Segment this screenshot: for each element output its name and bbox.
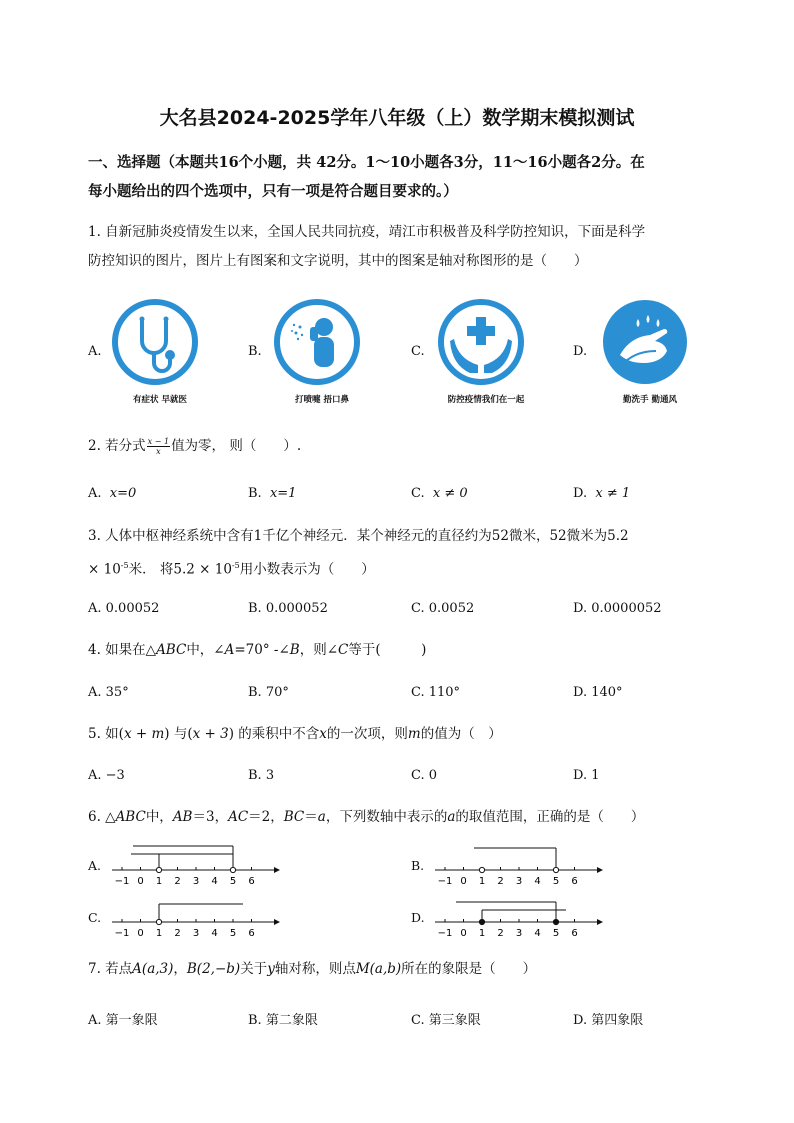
q4-option-b: B. 70° [248, 685, 289, 700]
closed-endpoint [553, 919, 558, 924]
tick-label: 0 [137, 876, 144, 887]
number-line-b [433, 842, 603, 888]
option-label: C. [411, 486, 425, 501]
text-part: 6. △ [88, 809, 116, 825]
tick-label: 3 [192, 876, 200, 887]
axis-arrow [274, 919, 280, 925]
q1-caption-d: 勤洗手 勤通风 [623, 395, 677, 405]
q1-option-d [600, 297, 700, 407]
option-value: x=0 [109, 486, 137, 501]
option-value: x=1 [269, 486, 297, 501]
tick-label: 5 [229, 876, 237, 887]
text-part: 米． 将5.2 × 10 [128, 561, 232, 578]
tick-label: 3 [192, 928, 200, 939]
open-endpoint [479, 867, 484, 872]
text-part: 的取值范围，正确的是（ ） [455, 809, 645, 825]
section-line-2: 每小题给出的四个选项中，只有一项是符合题目要求的。） [88, 183, 458, 200]
text-part: ＝2， [248, 809, 284, 825]
question-3-line-2 [88, 551, 708, 585]
text-part: ＝ [304, 809, 318, 825]
question-2-fraction [147, 437, 170, 456]
tick-label: 4 [211, 928, 218, 939]
question-5 [88, 720, 708, 749]
tick-label: 6 [571, 876, 578, 887]
open-endpoint [553, 867, 558, 872]
angle-a: A [224, 642, 235, 658]
q3-option-b: B. 0.000052 [248, 601, 328, 616]
text-part: =70° -∠ [234, 642, 290, 658]
sneeze-icon [272, 297, 362, 387]
q1-option-c [436, 297, 536, 407]
text-part: 等于( ) [348, 642, 427, 658]
point-a: A(a,3) [132, 961, 174, 977]
q5-option-a: A. −3 [88, 768, 125, 783]
option-value: x ≠ 1 [595, 486, 631, 501]
triangle-name: ABC [156, 642, 187, 658]
text-part: 4. 如果在△ [88, 642, 157, 658]
question-3-line-1: 3. 人体中枢神经系统中含有1千亿个神经元．某个神经元的直径约为52微米，52微米为5.2 [88, 528, 629, 544]
tick-label: −1 [114, 928, 130, 939]
stethoscope-icon [110, 297, 200, 387]
tick-label: 1 [155, 928, 163, 939]
q2-option-b [248, 486, 296, 501]
angle-b: B [289, 642, 300, 658]
axis-arrow [597, 867, 603, 873]
tick-label: 0 [137, 928, 144, 939]
text-part: 轴对称，则点 [274, 961, 356, 977]
tick-label: 2 [174, 876, 181, 887]
q2-option-d [573, 486, 630, 501]
q7-option-b: B. 第二象限 [248, 1013, 318, 1028]
text-part: × 10 [88, 561, 121, 578]
fraction-numerator: x − 1 [147, 437, 170, 446]
text-part: 中，∠ [186, 642, 225, 658]
tick-label: 5 [229, 928, 237, 939]
q7-option-d: D. 第四象限 [573, 1013, 644, 1028]
tick-label: 0 [460, 928, 467, 939]
text-part: 中， [145, 809, 173, 825]
question-6 [88, 803, 708, 832]
tick-label: 2 [497, 876, 504, 887]
question-1 [88, 218, 708, 276]
text-part: ， [173, 961, 187, 977]
text-part: ) 的乘积中不含 [228, 726, 320, 742]
variable: a [317, 809, 326, 825]
tick-label: 5 [552, 928, 560, 939]
point-b: B(2,−b) [186, 961, 241, 977]
expression: x + m [123, 726, 165, 742]
tick-label: 3 [515, 928, 523, 939]
expression: x + 3 [192, 726, 229, 742]
tick-label: 0 [460, 876, 467, 887]
q4-option-a: A. 35° [88, 685, 129, 700]
q7-option-c: C. 第三象限 [411, 1013, 481, 1028]
text-part: 5. 如( [88, 726, 124, 742]
number-line-a [110, 842, 280, 888]
text-part: ，下列数轴中表示的 [325, 809, 448, 825]
question-2-suffix: 值为零， 则（ ）. [171, 438, 302, 454]
open-endpoint [156, 919, 161, 924]
text-part: 所在的象限是（ ） [401, 961, 537, 977]
tick-label: −1 [114, 876, 130, 887]
variable: x [319, 726, 327, 742]
tick-label: 5 [552, 876, 560, 887]
question-2 [88, 432, 708, 461]
text-part: 的值为（ ） [420, 726, 502, 742]
question-1-line-2: 防控知识的图片，图片上有图案和文字说明，其中的图案是轴对称图形的是（ ） [88, 253, 588, 269]
fraction-denominator: x [156, 447, 161, 456]
q1-caption-c: 防控疫情我们在一起 [447, 395, 525, 405]
tick-label: 1 [478, 928, 486, 939]
closed-endpoint [479, 919, 484, 924]
option-label: B. [248, 486, 262, 501]
q2-option-a [88, 486, 136, 501]
angle-c: C [338, 642, 349, 658]
question-3 [88, 522, 708, 585]
variable: a [447, 809, 456, 825]
question-2-prefix: 2. 若分式 [88, 438, 146, 454]
q6-option-c: C. [88, 910, 102, 925]
q1-option-b [272, 297, 372, 407]
point-m: M(a,b) [355, 961, 402, 977]
text-part: 关于 [240, 961, 268, 977]
q1-option-c-label: C. [411, 344, 425, 359]
option-value: x ≠ 0 [432, 486, 468, 501]
q1-option-a-label: A. [88, 344, 102, 359]
tick-label: 4 [211, 876, 218, 887]
q1-option-b-label: B. [248, 344, 262, 359]
text-part: ) 与( [164, 726, 193, 742]
tick-label: −1 [437, 876, 453, 887]
q1-option-d-label: D. [573, 344, 588, 359]
option-label: A. [88, 486, 102, 501]
q1-caption-a: 有症状 早就医 [133, 395, 187, 405]
tick-label: 2 [497, 928, 504, 939]
q3-option-a: A. 0.00052 [88, 601, 160, 616]
q6-option-a: A. [88, 858, 102, 873]
number-line-d [433, 894, 603, 940]
option-label: D. [573, 486, 588, 501]
q5-option-c: C. 0 [411, 768, 438, 783]
q6-option-b: B. [411, 858, 425, 873]
q3-option-d: D. 0.0000052 [573, 601, 662, 616]
tick-label: 1 [478, 876, 486, 887]
exponent: -5 [120, 561, 129, 570]
text-part: ，则∠ [299, 642, 339, 658]
q5-option-d: D. 1 [573, 768, 600, 783]
section-heading [88, 148, 708, 206]
text-part: 用小数表示为（ ） [239, 561, 375, 578]
q6-option-d: D. [411, 910, 425, 925]
section-line-1: 一、选择题（本题共16个小题，共 42分。1～10小题各3分，11～16小题各2分。在 [88, 154, 645, 171]
tick-label: 6 [248, 928, 255, 939]
exponent: -5 [231, 561, 240, 570]
tick-label: 6 [248, 876, 255, 887]
q4-option-d: D. 140° [573, 685, 623, 700]
hands-cross-icon [436, 297, 526, 387]
question-7 [88, 955, 708, 984]
side-ab: AB [172, 809, 193, 825]
question-1-line-1: 1. 自新冠肺炎疫情发生以来，全国人民共同抗疫，靖江市积极普及科学防控知识，下面是科学 [88, 224, 646, 240]
tick-label: 4 [534, 928, 541, 939]
q4-option-c: C. 110° [411, 685, 461, 700]
tick-label: 6 [571, 928, 578, 939]
variable: y [267, 961, 275, 977]
hand-wash-icon [600, 297, 690, 387]
axis-arrow [274, 867, 280, 873]
tick-label: −1 [437, 928, 453, 939]
text-part: 7. 若点 [88, 961, 133, 977]
text-part: 的一次项，则 [326, 726, 408, 742]
page-title: 大名县2024-2025学年八年级（上）数学期末模拟测试 [159, 107, 635, 129]
axis-arrow [597, 919, 603, 925]
open-endpoint [230, 867, 235, 872]
text-part: ＝3， [192, 809, 229, 825]
tick-label: 3 [515, 876, 523, 887]
q1-option-a [110, 297, 210, 407]
tick-label: 4 [534, 876, 541, 887]
side-ac: AC [228, 809, 249, 825]
question-4 [88, 636, 708, 665]
tick-label: 1 [155, 876, 163, 887]
triangle-name: ABC [115, 809, 146, 825]
q7-option-a: A. 第一象限 [88, 1013, 158, 1028]
q2-option-c [411, 486, 468, 501]
open-endpoint [156, 867, 161, 872]
q5-option-b: B. 3 [248, 768, 275, 783]
q1-caption-b: 打喷嚏 捂口鼻 [295, 395, 349, 405]
side-bc: BC [283, 809, 305, 825]
number-line-c [110, 894, 280, 940]
q3-option-c: C. 0.0052 [411, 601, 475, 616]
tick-label: 2 [174, 928, 181, 939]
variable: m [407, 726, 421, 742]
